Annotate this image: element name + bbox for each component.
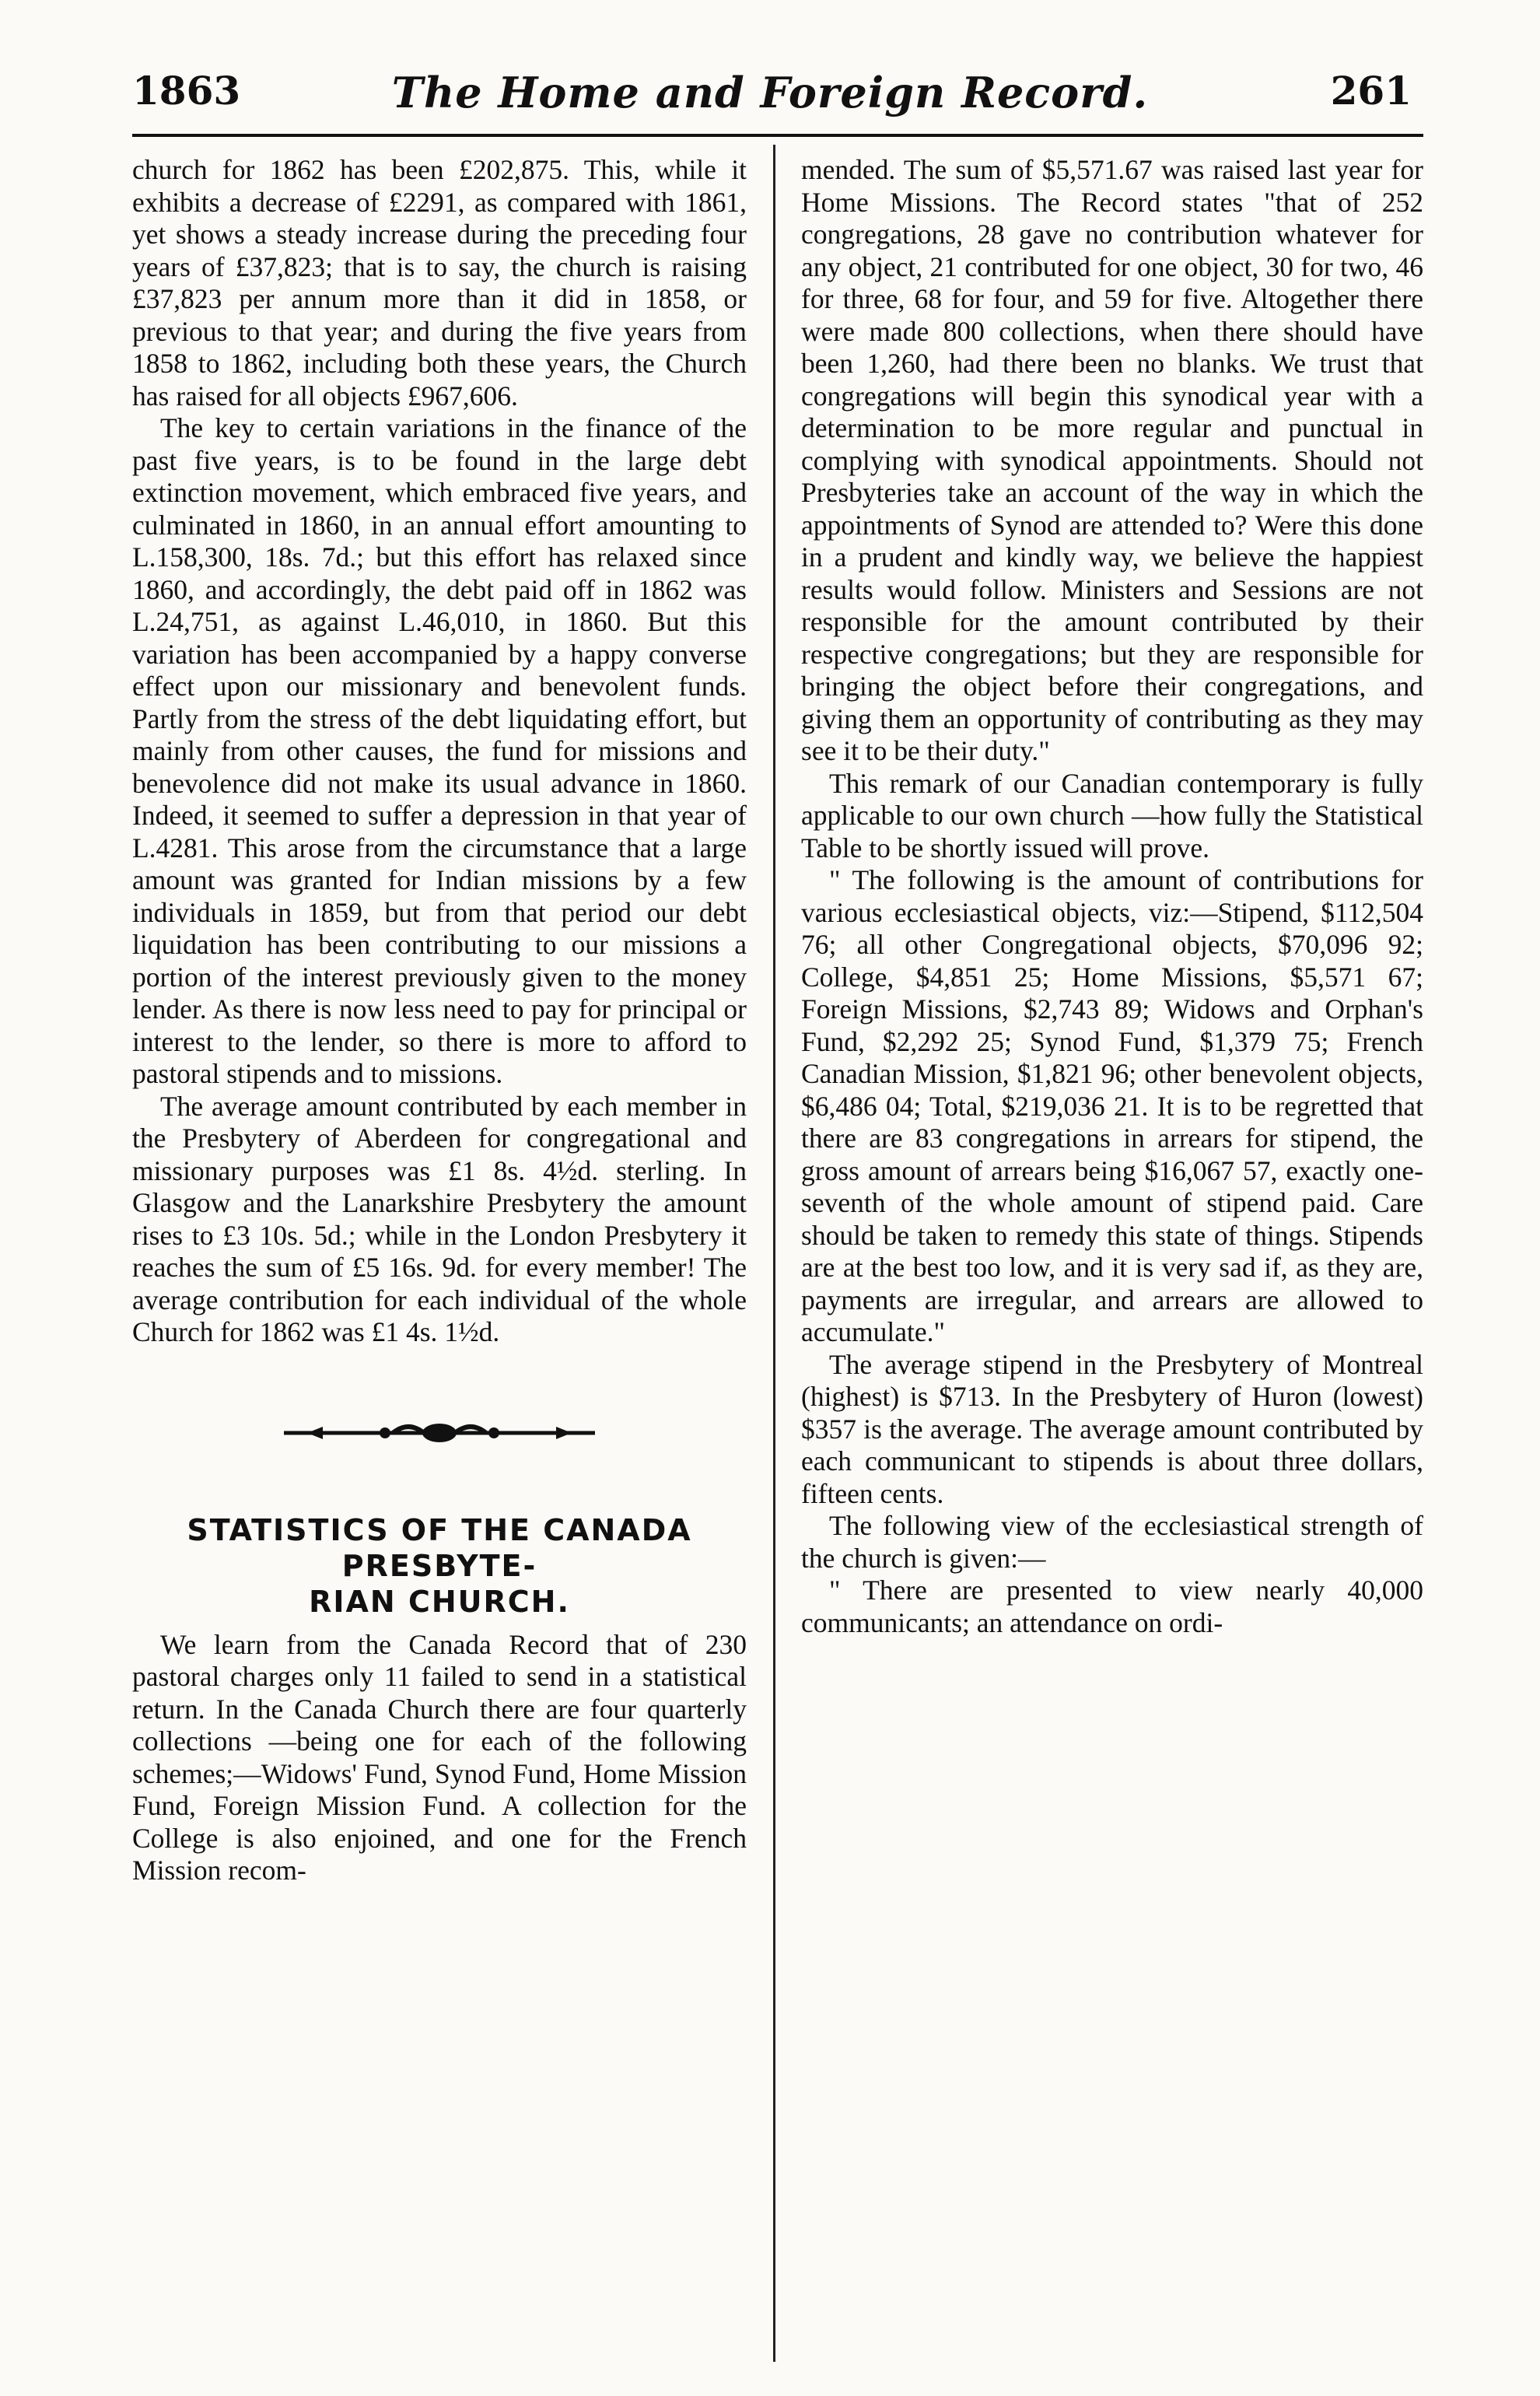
header-year: 1863 (132, 68, 241, 114)
ornamental-divider (132, 1417, 747, 1448)
header-title: The Home and Foreign Record. (391, 68, 1149, 117)
paragraph: " The following is the amount of contributions for various ecclesiastical objects, viz:—Stipend, $112,504 76; all other Congregational objects, $70,096 92; College, $4,851 25; Home Missions, $5,571 67; Foreign Missions, $2,743 89; Widows and Orphan's Fund, $2,292 25; Synod Fund, $1,379 75; French Canadian Mission, $1,821 96; other benevolent objects, $6,486 04; Total, $219,036 21. It is to be regretted that there are 83 congregations in arrears for stipend, the gross amount of arrears being $16,067 57, exactly one-seventh of the whole amount of stipend paid. Care should be taken to remedy this state of things. Stipends are at the best too low, and it is very sad if, as they are, payments are irregular, and arrears are allowed to accumulate." (801, 864, 1423, 1347)
paragraph: church for 1862 has been £202,875. This, while it exhibits a decrease of £2291, as compared with 1861, yet shows a steady increase during the preceding four years of £37,823; that is to say, the church is raising £37,823 per annum more than it did in 1858, or previous to that year; and during the five years from 1858 to 1862, including both these years, the Church has raised for all objects £967,606. (132, 154, 747, 412)
section-heading-line: STATISTICS OF THE CANADA PRESBYTE- (187, 1512, 692, 1583)
ornament-icon (276, 1417, 603, 1448)
page-number: 261 (1330, 68, 1412, 114)
paragraph: The average amount contributed by each member in the Presbytery of Aberdeen for congregational and missionary purposes was £1 8s. 4½d. sterling. In Glasgow and the Lanarkshire Presbytery the amount rises to £3 10s. 5d.; while in the London Presbytery it reaches the sum of £5 16s. 9d. for every member! The average contribution for each individual of the whole Church for 1862 was £1 4s. 1½d. (132, 1090, 747, 1347)
paragraph: We learn from the Canada Record that of 230 pastoral charges only 11 failed to send in a statistical return. In the Canada Church there are four quarterly collections —being one for each of the following schemes;—Widows' Fund, Synod Fund, Home Mission Fund, Foreign Mission Fund. A collection for the College is also enjoined, and one for the French Mission recom- (132, 1628, 747, 1886)
header-rule (132, 134, 1423, 137)
paragraph: This remark of our Canadian contemporary is fully applicable to our own church —how fully the Statistical Table to be shortly issued will prove. (801, 767, 1423, 863)
left-column (132, 154, 747, 1887)
paragraph: The average stipend in the Presbytery of Montreal (highest) is $713. In the Presbytery of Huron (lowest) $357 is the average. The average amount contributed by each communicant to stipends is about three dollars, fifteen cents. (801, 1348, 1423, 1509)
right-column (801, 154, 1423, 1639)
section-heading (132, 1512, 747, 1620)
paragraph: The key to certain variations in the finance of the past five years, is to be found in the large debt extinction movement, which embraced five years, and culminated in 1860, in an annual effort amounting to L.158,300, 18s. 7d.; but this effort has relaxed since 1860, and accordingly, the debt paid off in 1862 was L.24,751, as against L.46,010, in 1860. But this variation has been accompanied by a happy converse effect upon our missionary and benevolent funds. Partly from the stress of the debt liquidating effort, but mainly from other causes, the fund for missions and benevolence did not make its usual advance in 1860. Indeed, it seemed to suffer a depression in that year of L.4281. This arose from the circumstance that a large amount was granted for Indian missions by a few individuals in 1859, but from that period our debt liquidation has been contributing to our missions a portion of the interest previously given to the money lender. As there is now less need to pay for principal or interest to the lender, so there is more to afford to pastoral stipends and to missions. (132, 412, 747, 1089)
section-heading-line: RIAN CHURCH. (309, 1584, 570, 1619)
column-divider (773, 145, 775, 2362)
paragraph: " There are presented to view nearly 40,000 communicants; an attendance on ordi- (801, 1575, 1423, 1638)
paragraph: mended. The sum of $5,571.67 was raised last year for Home Missions. The Record states "that of 252 congregations, 28 gave no contribution whatever for any object, 21 contributed for one object, 30 for two, 46 for three, 68 for four, and 59 for five. Altogether there were made 800 collections, when there should have been 1,260, had there been no blanks. We trust that congregations will begin this synodical year with a determination to be more regular and punctual in complying with synodical appointments. Should not Presbyteries take an account of the way in which the appointments of Synod are attended to? Were this done in a prudent and kindly way, we believe the happiest results would follow. Ministers and Sessions are not responsible for the amount contributed by their respective congregations; but they are responsible for bringing the object before their congregations, and giving them an opportunity of contributing as they may see it to be their duty." (801, 154, 1423, 766)
paragraph: The following view of the ecclesiastical strength of the church is given:— (801, 1510, 1423, 1574)
